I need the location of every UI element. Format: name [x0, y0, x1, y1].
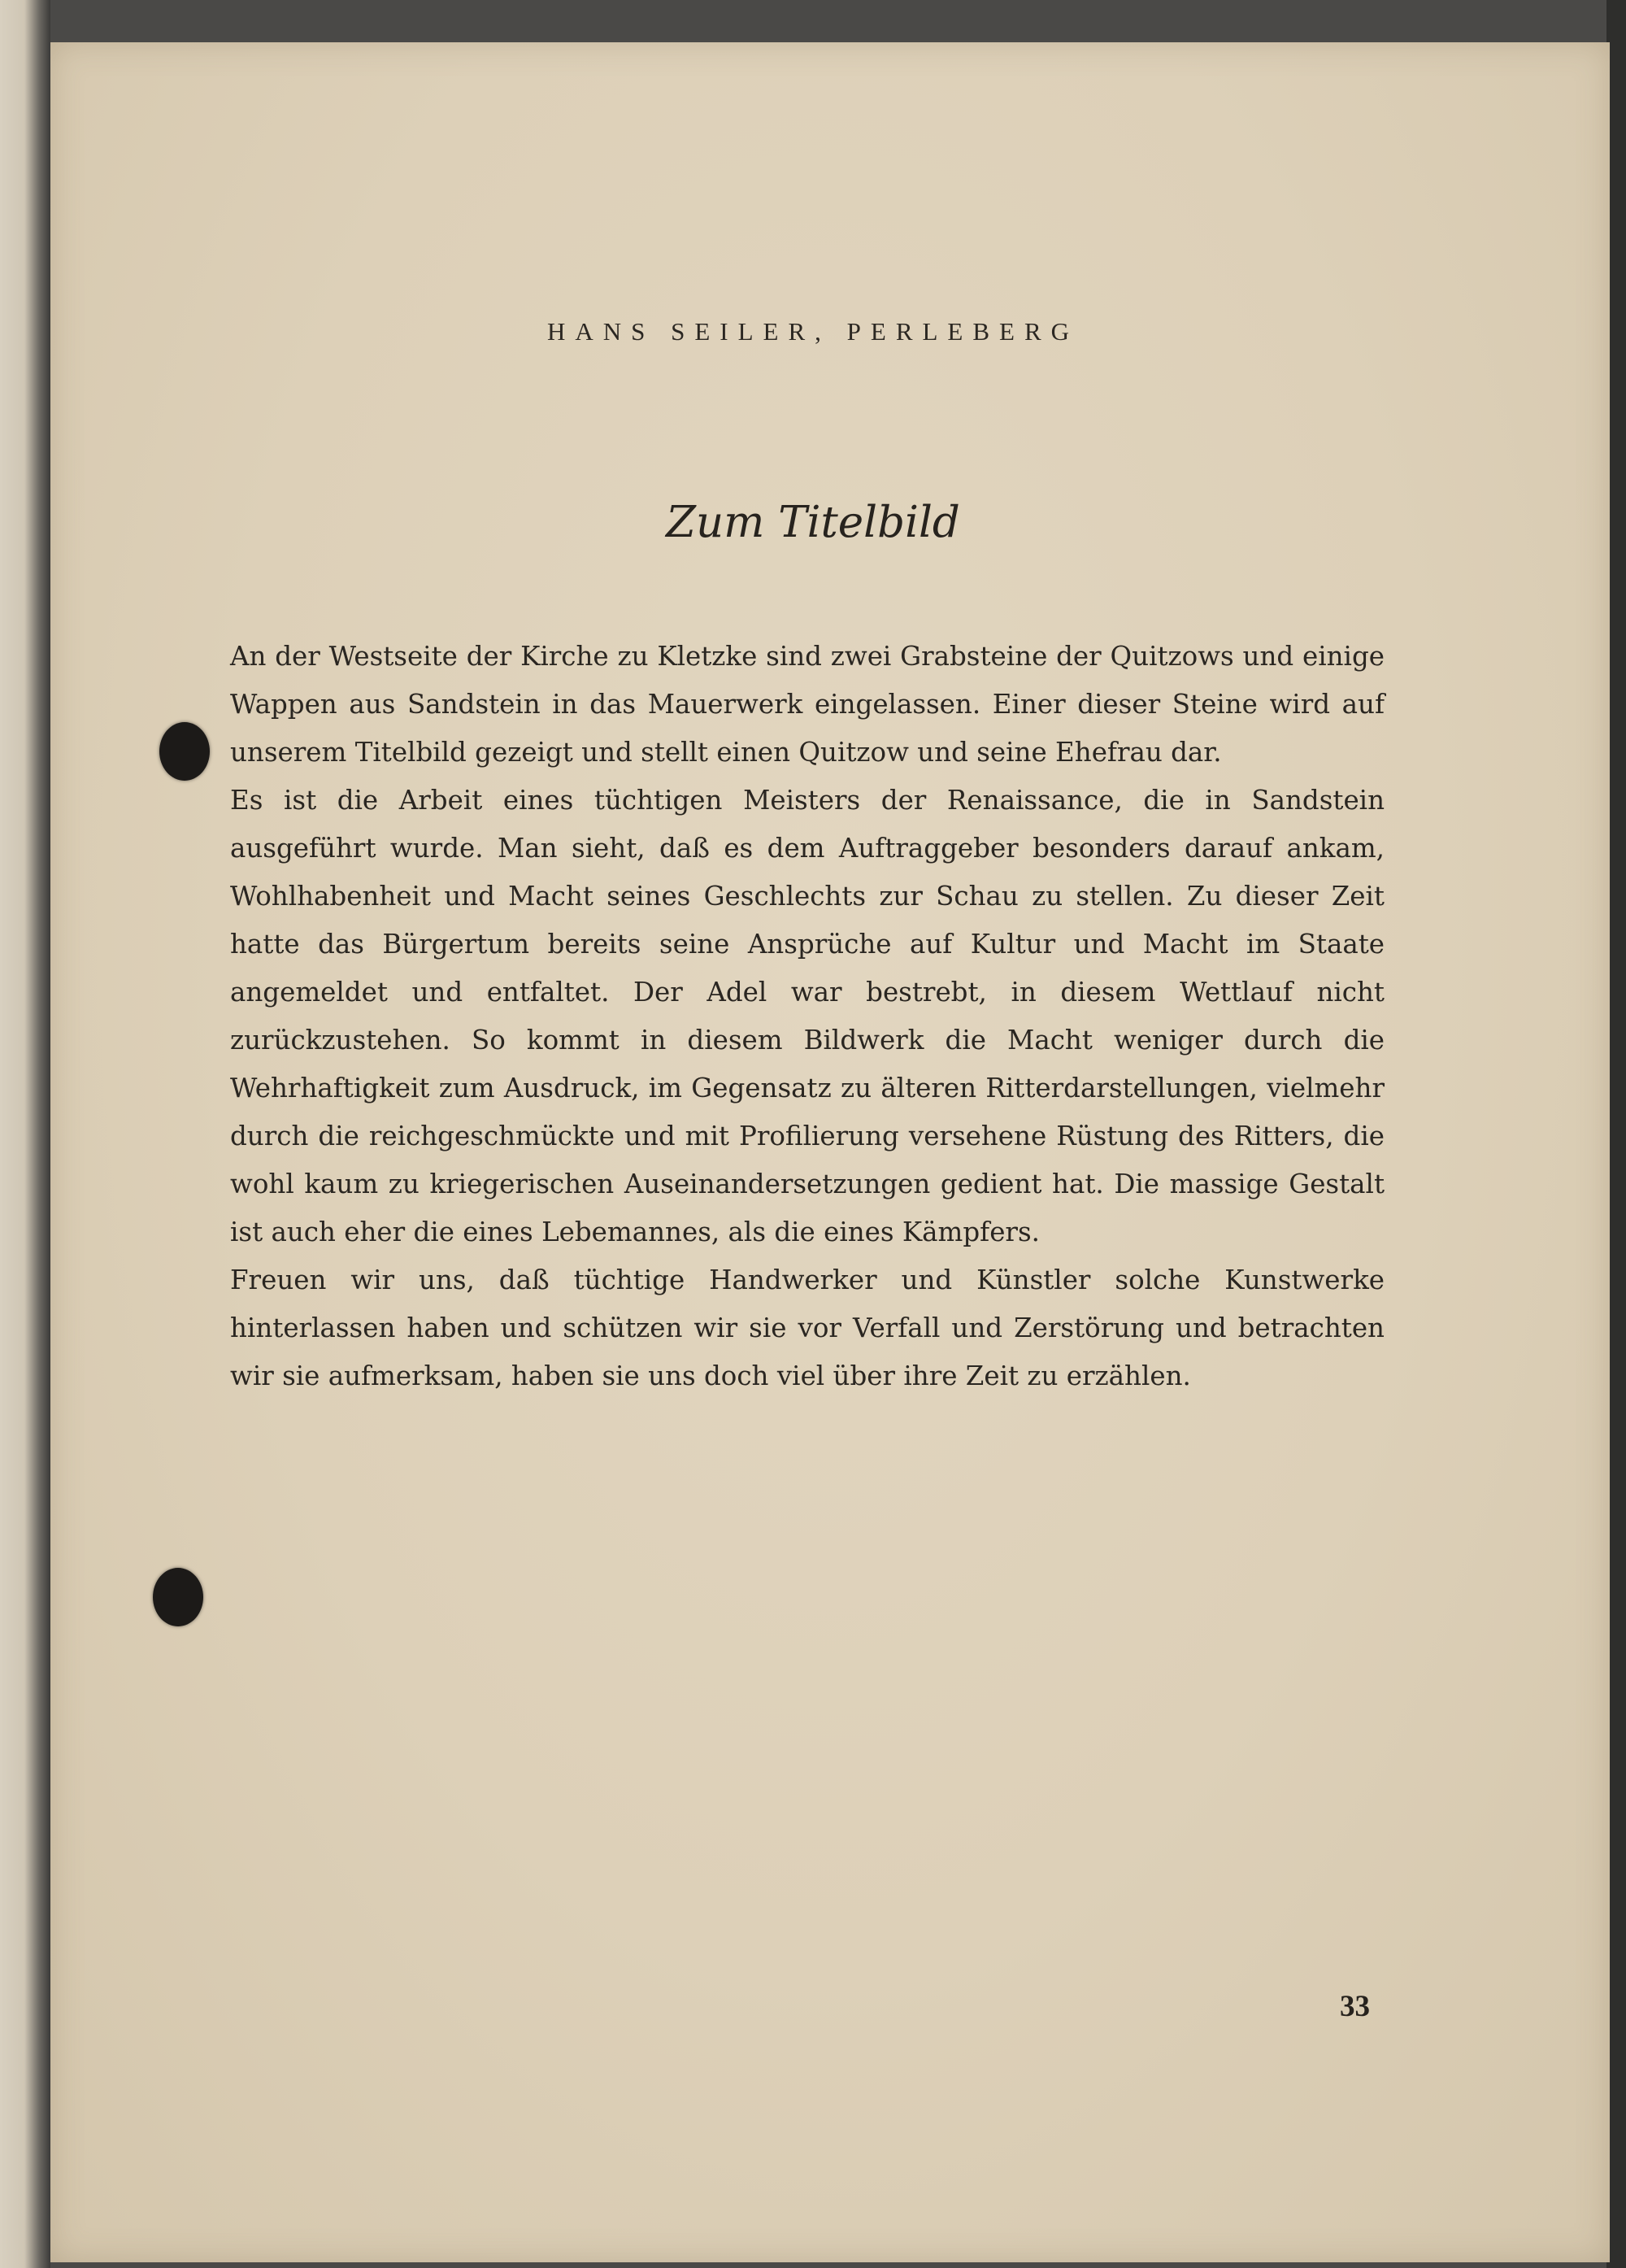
author-line: HANS SEILER, PERLEBERG: [546, 317, 1080, 346]
punch-hole: [159, 722, 210, 781]
paragraph-3: Freuen wir uns, daß tüchtige Handwerker und Künstler solche Kunstwerke hinterlassen haben und schützen wir sie vor Verfall und Zerstörung und betrachten wir sie aufmerksam, haben sie uns doch viel über ihre Zeit zu erzählen.: [230, 1265, 1385, 1391]
punch-hole: [153, 1568, 203, 1626]
article-title: Zum Titelbild: [666, 498, 960, 547]
paragraph-2: Es ist die Arbeit eines tüchtigen Meisters der Renaissance, die in Sandstein ausgeführt wurde. Man sieht, daß es dem Auftraggeber besonders darauf ankam, Wohlhabenheit und Macht seines Geschlechts zur Schau zu stellen. Zu dieser Zeit hatte das Bürgertum bereits seine Ansprüche auf Kultur und Macht im Staate angemeldet und entfaltet. Der Adel war bestrebt, in diesem Wettlauf nicht zurückzustehen. So kommt in diesem Bildwerk die Macht weniger durch die Wehrhaftigkeit zum Ausdruck, im Gegensatz zu älteren Ritterdarstellungen, vielmehr durch die reichgeschmückte und mit Profilierung versehene Rüstung des Ritters, die wohl kaum zu kriegerischen Auseinandersetzungen gedient hat. Die massige Gestalt ist auch eher die eines Lebemannes, als die eines Kämpfers.: [230, 785, 1385, 1247]
article-body: [230, 633, 1385, 1400]
page-number: 33: [1340, 1990, 1370, 2023]
paragraph-1: An der Westseite der Kirche zu Kletzke sind zwei Grabsteine der Quitzows und einige Wappen aus Sandstein in das Mauerwerk eingelassen. Einer dieser Steine wird auf unserem Titelbild gezeigt und stellt einen Quitzow und seine Ehefrau dar.: [230, 641, 1385, 768]
